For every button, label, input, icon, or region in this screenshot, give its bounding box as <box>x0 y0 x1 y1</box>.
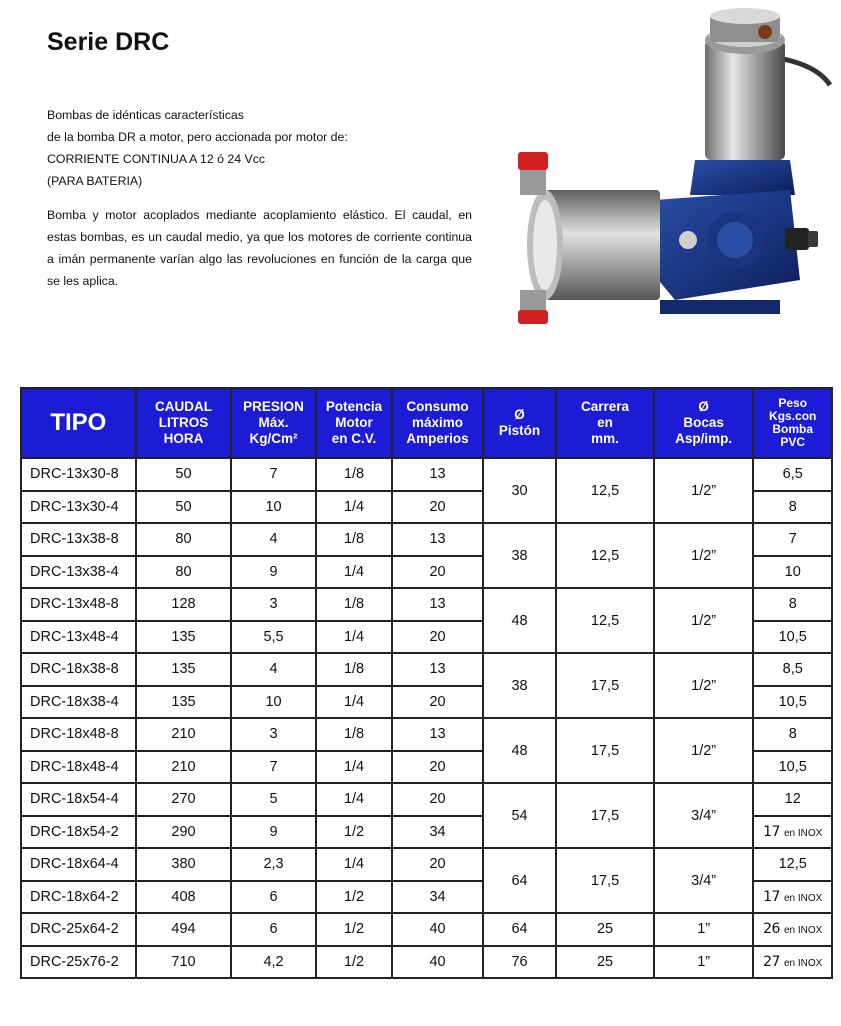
description-paragraph: Bomba y motor acoplados mediante acoplamiento elástico. El caudal, en estas bombas, es un caudal medio, ya que los motores de corriente continua a imán permanente varían algo las revoluciones en función de la carga que se les aplica. <box>47 208 472 288</box>
cell-tipo: DRC-18x48-8 <box>21 718 136 751</box>
cell-consumo: 20 <box>392 621 483 654</box>
cell-tipo: DRC-25x64-2 <box>21 913 136 946</box>
pump-image <box>490 0 835 330</box>
cell-consumo: 13 <box>392 588 483 621</box>
cell-caudal: 210 <box>136 718 232 751</box>
cell-bocas: 1/2” <box>654 523 754 588</box>
cell-potencia: 1/8 <box>316 458 392 491</box>
cell-carrera: 25 <box>556 913 654 946</box>
cell-carrera: 25 <box>556 946 654 979</box>
cell-tipo: DRC-13x38-8 <box>21 523 136 556</box>
cell-presion: 5 <box>231 783 316 816</box>
peso-value: 26 <box>763 921 780 938</box>
cell-caudal: 135 <box>136 686 232 719</box>
cell-consumo: 13 <box>392 653 483 686</box>
header-caudal: CAUDAL LITROS HORA <box>136 388 232 458</box>
cell-presion: 3 <box>231 718 316 751</box>
cell-presion: 4 <box>231 653 316 686</box>
cell-piston: 38 <box>483 653 556 718</box>
cell-carrera: 12,5 <box>556 523 654 588</box>
cell-peso <box>753 816 832 849</box>
cell-piston: 48 <box>483 588 556 653</box>
header-bocas: Ø Bocas Asp/imp. <box>654 388 754 458</box>
cell-bocas: 1/2” <box>654 718 754 783</box>
table-header-row <box>21 388 832 458</box>
cell-peso: 10,5 <box>753 751 832 784</box>
page-title: Serie DRC <box>47 28 170 56</box>
cell-peso: 8 <box>753 718 832 751</box>
cell-presion: 10 <box>231 491 316 524</box>
cell-bocas: 1” <box>654 913 754 946</box>
cell-peso: 12 <box>753 783 832 816</box>
cell-consumo: 20 <box>392 751 483 784</box>
cell-carrera: 17,5 <box>556 653 654 718</box>
cell-consumo: 20 <box>392 686 483 719</box>
cell-potencia: 1/4 <box>316 783 392 816</box>
cell-piston: 64 <box>483 848 556 913</box>
cell-presion: 6 <box>231 881 316 914</box>
cell-potencia: 1/2 <box>316 816 392 849</box>
intro-line: de la bomba DR a motor, pero accionada por motor de: <box>47 130 348 144</box>
cell-consumo: 13 <box>392 718 483 751</box>
cell-carrera: 17,5 <box>556 848 654 913</box>
cell-bocas: 1/2” <box>654 653 754 718</box>
peso-unit: en INOX <box>783 957 823 969</box>
cell-caudal: 135 <box>136 621 232 654</box>
cell-caudal: 710 <box>136 946 232 979</box>
table-row <box>21 783 832 816</box>
table-row <box>21 913 832 946</box>
cell-tipo: DRC-25x76-2 <box>21 946 136 979</box>
cell-bocas: 3/4” <box>654 783 754 848</box>
cell-piston: 76 <box>483 946 556 979</box>
peso-value: 17 <box>763 823 780 840</box>
cell-potencia: 1/8 <box>316 523 392 556</box>
cell-potencia: 1/8 <box>316 588 392 621</box>
header-peso: Peso Kgs.con Bomba PVC <box>753 388 832 458</box>
cell-presion: 9 <box>231 816 316 849</box>
header-carrera: Carrera en mm. <box>556 388 654 458</box>
cell-piston: 38 <box>483 523 556 588</box>
cell-presion: 6 <box>231 913 316 946</box>
intro-line: CORRIENTE CONTINUA A 12 ó 24 Vcc <box>47 152 265 166</box>
cell-potencia: 1/8 <box>316 718 392 751</box>
cell-carrera: 12,5 <box>556 458 654 523</box>
cell-caudal: 290 <box>136 816 232 849</box>
cell-tipo: DRC-18x64-2 <box>21 881 136 914</box>
cell-tipo: DRC-13x30-4 <box>21 491 136 524</box>
cell-caudal: 50 <box>136 491 232 524</box>
cell-piston: 48 <box>483 718 556 783</box>
cell-potencia: 1/4 <box>316 491 392 524</box>
cell-peso: 8,5 <box>753 653 832 686</box>
cell-potencia: 1/2 <box>316 913 392 946</box>
cell-tipo: DRC-18x54-4 <box>21 783 136 816</box>
cell-presion: 7 <box>231 458 316 491</box>
cell-presion: 10 <box>231 686 316 719</box>
cell-consumo: 20 <box>392 783 483 816</box>
cell-peso: 10,5 <box>753 686 832 719</box>
cell-peso: 8 <box>753 588 832 621</box>
header-presion: PRESION Máx. Kg/Cm² <box>231 388 316 458</box>
cell-peso: 10,5 <box>753 621 832 654</box>
header-tipo: TIPO <box>21 388 136 458</box>
cell-tipo: DRC-18x38-4 <box>21 686 136 719</box>
cell-potencia: 1/4 <box>316 621 392 654</box>
cell-tipo: DRC-18x54-2 <box>21 816 136 849</box>
table-row <box>21 718 832 751</box>
header-piston: Ø Pistón <box>483 388 556 458</box>
cell-tipo: DRC-18x48-4 <box>21 751 136 784</box>
cell-presion: 3 <box>231 588 316 621</box>
cell-tipo: DRC-18x38-8 <box>21 653 136 686</box>
cell-caudal: 380 <box>136 848 232 881</box>
cell-caudal: 128 <box>136 588 232 621</box>
cell-potencia: 1/4 <box>316 556 392 589</box>
header-consumo: Consumo máximo Amperios <box>392 388 483 458</box>
cell-consumo: 20 <box>392 848 483 881</box>
cell-carrera: 12,5 <box>556 588 654 653</box>
cell-peso <box>753 881 832 914</box>
cell-potencia: 1/2 <box>316 881 392 914</box>
cell-tipo: DRC-13x30-8 <box>21 458 136 491</box>
cell-bocas: 3/4” <box>654 848 754 913</box>
cell-piston: 64 <box>483 913 556 946</box>
table-row <box>21 523 832 556</box>
cell-peso <box>753 913 832 946</box>
cell-carrera: 17,5 <box>556 718 654 783</box>
cell-bocas: 1/2” <box>654 458 754 523</box>
cell-tipo: DRC-13x38-4 <box>21 556 136 589</box>
cell-caudal: 80 <box>136 523 232 556</box>
cell-caudal: 270 <box>136 783 232 816</box>
cell-piston: 30 <box>483 458 556 523</box>
cell-potencia: 1/4 <box>316 848 392 881</box>
cell-peso: 6,5 <box>753 458 832 491</box>
cell-presion: 7 <box>231 751 316 784</box>
cell-peso <box>753 946 832 979</box>
peso-value: 17 <box>763 888 780 905</box>
cell-piston: 54 <box>483 783 556 848</box>
cell-bocas: 1” <box>654 946 754 979</box>
cell-presion: 4,2 <box>231 946 316 979</box>
cell-potencia: 1/8 <box>316 653 392 686</box>
table-row <box>21 946 832 979</box>
cell-caudal: 135 <box>136 653 232 686</box>
cell-potencia: 1/4 <box>316 751 392 784</box>
table-row <box>21 653 832 686</box>
cell-caudal: 80 <box>136 556 232 589</box>
peso-unit: en INOX <box>783 892 823 904</box>
cell-consumo: 13 <box>392 458 483 491</box>
cell-consumo: 40 <box>392 913 483 946</box>
cell-consumo: 20 <box>392 556 483 589</box>
table-row <box>21 848 832 881</box>
cell-tipo: DRC-13x48-8 <box>21 588 136 621</box>
cell-consumo: 13 <box>392 523 483 556</box>
cell-consumo: 34 <box>392 816 483 849</box>
cell-caudal: 494 <box>136 913 232 946</box>
cell-tipo: DRC-18x64-4 <box>21 848 136 881</box>
cell-presion: 2,3 <box>231 848 316 881</box>
cell-carrera: 17,5 <box>556 783 654 848</box>
intro-line: Bombas de idénticas características <box>47 108 244 122</box>
cell-peso: 12,5 <box>753 848 832 881</box>
cell-bocas: 1/2” <box>654 588 754 653</box>
cell-consumo: 40 <box>392 946 483 979</box>
peso-unit: en INOX <box>783 827 823 839</box>
peso-unit: en INOX <box>783 925 823 937</box>
cell-caudal: 408 <box>136 881 232 914</box>
cell-caudal: 50 <box>136 458 232 491</box>
cell-presion: 4 <box>231 523 316 556</box>
cell-consumo: 20 <box>392 491 483 524</box>
table-row <box>21 588 832 621</box>
header-potencia: Potencia Motor en C.V. <box>316 388 392 458</box>
cell-peso: 10 <box>753 556 832 589</box>
cell-peso: 8 <box>753 491 832 524</box>
cell-peso: 7 <box>753 523 832 556</box>
cell-potencia: 1/4 <box>316 686 392 719</box>
cell-tipo: DRC-13x48-4 <box>21 621 136 654</box>
cell-caudal: 210 <box>136 751 232 784</box>
table-row <box>21 458 832 491</box>
specs-table <box>20 387 833 979</box>
cell-consumo: 34 <box>392 881 483 914</box>
peso-value: 27 <box>763 953 780 970</box>
cell-presion: 9 <box>231 556 316 589</box>
intro-line: (PARA BATERIA) <box>47 174 143 188</box>
cell-presion: 5,5 <box>231 621 316 654</box>
cell-potencia: 1/2 <box>316 946 392 979</box>
intro-paragraph <box>47 104 477 192</box>
